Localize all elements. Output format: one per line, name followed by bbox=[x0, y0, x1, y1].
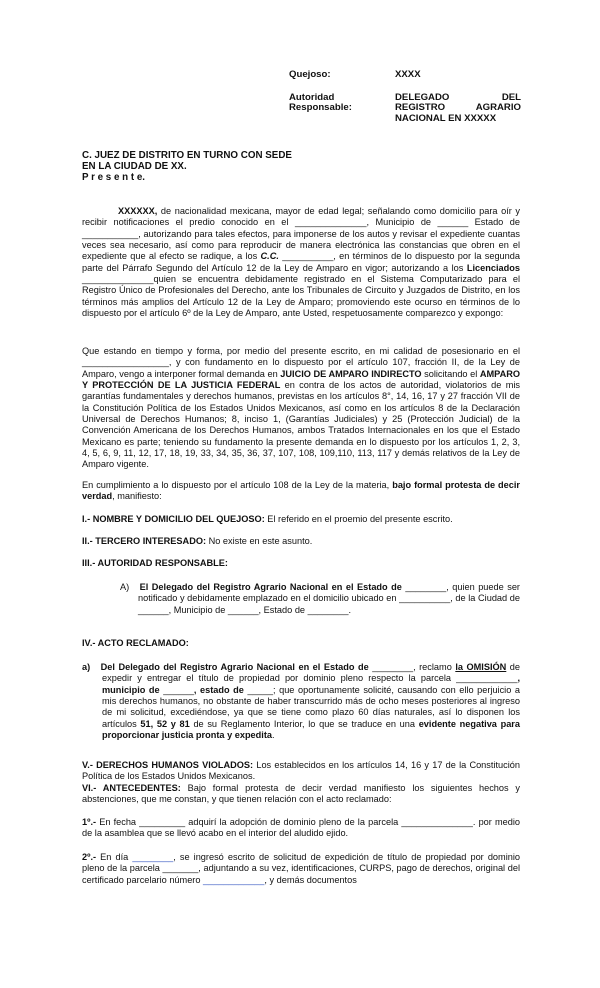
acto-articulos-bold: 51, 52 y 81 bbox=[140, 718, 190, 729]
section-quejoso-heading: I.- NOMBRE Y DOMICILIO DEL QUEJOSO: bbox=[82, 514, 265, 524]
intro-cc: C.C. bbox=[260, 251, 279, 262]
acto-text-2: de expedir y entregar el título de propiedad por dominio pleno respecto la parcela ____________ bbox=[102, 662, 521, 684]
la-omision-bold: la OMISIÓN bbox=[455, 662, 507, 672]
section-derechos-text: Los establecidos en los artículos 14, 16 y 17 de la Constitución Política de los Estados Unidos Mexicanos. bbox=[82, 760, 520, 782]
protesta-paragraph bbox=[82, 480, 520, 503]
acto-text-5: de su Reglamento Interior, lo que se traduce en una bbox=[189, 718, 419, 729]
section-tercero-heading: II.- TERCERO INTERESADO: bbox=[82, 536, 207, 546]
intro-text-1: de nacionalidad mexicana, mayor de edad legal; señalando como domicilio para oír y recibir notificaciones el predio conocido en el ______________, Municipio de ______ Estado de ___________, autorizando para tales efectos, para imponerse de los autos y revisar el expediente cuantas veces sea necesario, así como para reproducir de manera electrónica las constancias que obren en el expediente que al efecto se radique, a los bbox=[82, 206, 520, 262]
autoridad-item-a bbox=[120, 582, 520, 616]
antecedente-2-text-1: En día bbox=[96, 852, 133, 862]
acto-item-a bbox=[82, 662, 520, 741]
autoridad-value bbox=[395, 93, 521, 125]
autoridad-word-registro: REGISTRO bbox=[395, 102, 446, 114]
section-antecedentes-heading: VI.- ANTECEDENTES: bbox=[82, 783, 181, 793]
acto-delegado-bold: Del Delegado del Registro Agrario Nacional en el Estado de bbox=[100, 662, 369, 672]
addressee-block bbox=[82, 150, 292, 183]
antecedente-2 bbox=[82, 852, 520, 886]
antecedente-1 bbox=[82, 817, 520, 840]
protesta-bold: bajo formal protesta de decir verdad bbox=[82, 480, 520, 502]
addressee-line2: EN LA CIUDAD DE XX. bbox=[82, 161, 187, 172]
demanda-text-1: Que estando en tiempo y forma, por medio del presente escrito, en mi calidad de posesionario en el _________________, y con fundamento en lo dispuesto por el artículo 107, fracción II, de la Ley de Amparo, vengo a interponer formal demanda en bbox=[82, 346, 520, 379]
quejoso-value: XXXX bbox=[395, 69, 421, 80]
protesta-text-2: , manifiesto: bbox=[112, 491, 162, 502]
section-autoridad-heading: III.- AUTORIDAD RESPONSABLE: bbox=[82, 558, 228, 568]
quejoso-label: Quejoso: bbox=[289, 69, 331, 80]
acto-municipio-bold: , municipio de bbox=[102, 673, 520, 695]
antecedente-2-number: 2º.- bbox=[82, 852, 97, 862]
section-antecedentes bbox=[82, 783, 520, 806]
autoridad-word-delegado: DELEGADO bbox=[395, 91, 450, 103]
autoridad-word-del: DEL bbox=[501, 91, 521, 103]
autoridad-row bbox=[289, 93, 521, 125]
acto-text-6: . bbox=[272, 730, 275, 741]
demanda-paragraph bbox=[82, 346, 520, 471]
case-header bbox=[289, 70, 521, 124]
antecedente-2-date-blank: ________ bbox=[132, 852, 174, 862]
section-tercero-text: No existe en este asunto. bbox=[206, 536, 313, 546]
section-autoridad bbox=[82, 558, 520, 569]
antecedente-1-number: 1º.- bbox=[82, 817, 97, 827]
section-quejoso bbox=[82, 514, 520, 525]
acto-text-4: _____; que oportunamente solicité, causando con ello perjuicio a mis derechos humanos, no obstante de haber transcurrido más de ocho meses posteriores al ingreso de mi solicitud, excediéndose, ya que se tiene como plazo 60 días naturales, así lo disponen los artículos bbox=[102, 684, 520, 729]
acto-item-letter: a) bbox=[82, 662, 91, 672]
intro-text-2: __________, en términos de lo dispuesto por la segunda parte del Párrafo Segundo del Artículo 12 de la Ley de Amparo en vigor; autorizando a los bbox=[82, 251, 520, 273]
autoridad-item-bold: El Delegado del Registro Agrario Nacional en el Estado de bbox=[139, 582, 402, 592]
section-antecedentes-text: Bajo formal protesta de decir verdad manifiesto los siguientes hechos y abstenciones, que me constan, y que tienen relación con el acto reclamado: bbox=[82, 783, 521, 805]
autoridad-item-text: ________, quien puede ser notificado y debidamente emplazado en el domicilio ubicado en __________, de la Ciudad de ______, Municipio de ______, Estado de ________. bbox=[138, 582, 520, 615]
acto-text-1: ________, reclamo bbox=[368, 662, 456, 672]
juicio-amparo-bold: JUICIO DE AMPARO INDIRECTO bbox=[280, 368, 422, 379]
antecedente-2-text-3: , y demás documentos bbox=[264, 874, 357, 885]
section-tercero bbox=[82, 536, 520, 547]
section-derechos-heading: V.- DERECHOS HUMANOS VIOLADOS: bbox=[82, 760, 254, 770]
autoridad-label-line2: Responsable: bbox=[289, 102, 352, 114]
acto-estado-bold: , estado de bbox=[193, 684, 244, 695]
demanda-text-3: en contra de los actos de autoridad, violatorios de mis garantías fundamentales y derechos humanos, previstas en los artículos 8°, 14, 16, 17 y 27 fracción VII de la Constitución Política de los Estados Unidos Mexicanos, así como en los artículos 8 de la Declaración Universal de Derechos Humanos; 8, inciso 1, (Garantías Judiciales) y 25 (Protección Judicial) de la Convención Americana de los Derechos Humanos, ambos Tratados Internacionales en los que el Estado Mexicano es parte; teniendo su fundamento la presente demanda en lo dispuesto por los artículos 1, 2, 3, 4, 5, 6, 9, 11, 12, 17, 18, 19, 33, 34, 35, 36, 37, 107, 108, 109,110, 113, 117 y demás relativos de la Ley de Amparo vigente. bbox=[82, 380, 520, 470]
amparo-proteccion-bold: AMPARO Y PROTECCIÓN DE LA JUSTICIA FEDERAL bbox=[82, 368, 520, 391]
protesta-text-1: En cumplimiento a lo dispuesto por el artículo 108 de la Ley de la materia, bbox=[82, 480, 393, 490]
intro-text-3: ______________quien se encuentra debidamente registrado en el Sistema Computarizado para el Registro Único de Profesionales del Derecho, ante los Tribunales de Circuito y Juzgados de Distrito, en los términos más amplios del Artículo 12 de la Ley de Amparo; promoviendo este ocurso en términos de lo dispuesto por el artículo 6º de la Ley de Amparo, ante Usted, respetuosamente comparezco y expongo: bbox=[82, 274, 520, 319]
autoridad-label-line1: Autoridad bbox=[289, 91, 335, 103]
acto-text-3: ______ bbox=[159, 684, 194, 695]
antecedente-1-text: En fecha _________ adquirí la adopción de dominio pleno de la parcela ______________. por medio de la asamblea que se llevó acabo en el interior del aludido ejido. bbox=[82, 817, 520, 839]
intro-licenciados: Licenciados bbox=[466, 262, 520, 273]
demanda-text-2: solicitando el bbox=[421, 368, 480, 379]
intro-paragraph bbox=[82, 206, 520, 319]
autoridad-item-letter: A) bbox=[120, 582, 130, 592]
addressee-presente: P r e s e n t e. bbox=[82, 172, 145, 183]
promovente-name: XXXXXX, bbox=[118, 206, 158, 216]
autoridad-value-line3: NACIONAL EN XXXXX bbox=[395, 112, 497, 124]
negativa-bold: evidente negativa para proporcionar justicia pronta y expedita bbox=[102, 718, 520, 741]
section-acto-heading: IV.- ACTO RECLAMADO: bbox=[82, 638, 189, 648]
section-derechos bbox=[82, 760, 520, 783]
section-acto bbox=[82, 638, 520, 649]
section-quejoso-text: El referido en el proemio del presente escrito. bbox=[264, 514, 453, 524]
antecedente-2-text-2: , se ingresó escrito de solicitud de expedición de título de propiedad por dominio pleno de la parcela _______, adjuntando a su vez, identificaciones, CURPS, pago de derechos, original del certificado parcelario número bbox=[82, 852, 520, 885]
autoridad-label bbox=[289, 93, 395, 125]
quejoso-row bbox=[289, 70, 521, 81]
antecedente-2-certificado-blank: ____________ bbox=[203, 874, 265, 885]
addressee-line1: C. JUEZ DE DISTRITO EN TURNO CON SEDE bbox=[82, 150, 292, 161]
autoridad-word-agrario: AGRARIO bbox=[475, 102, 521, 114]
